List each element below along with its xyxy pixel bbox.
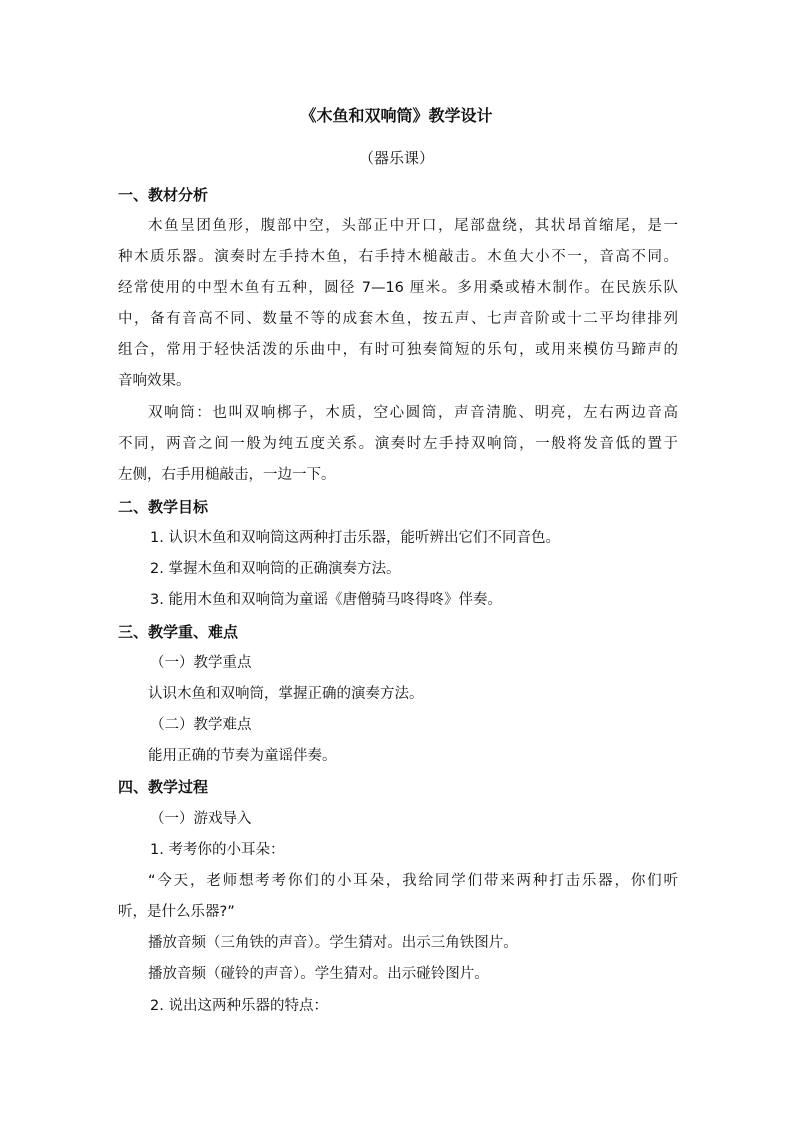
section4-play-1: 播放音频（三角铁的声音）。学生猜对。出示三角铁图片。	[148, 935, 518, 951]
section3-subheading-1: （一）教学重点	[150, 655, 252, 671]
document-title: 《木鱼和双响筒》教学设计	[300, 106, 493, 125]
section2-item-3: 3. 能用木鱼和双响筒为童谣《唐僧骑马咚得咚》伴奏。	[150, 592, 502, 608]
section4-quote-line1: “今天，老师想考考你们的小耳朵，我给同学们带来两种打击乐器，你们听	[148, 873, 678, 889]
section1-p1-line3: 经常使用的中型木鱼有五种，圆径 7—16 厘米。多用桑或椿木制作。在民族乐队	[118, 280, 678, 296]
section4-item-1: 1. 考考你的小耳朵：	[150, 842, 285, 858]
section3-text-2: 能用正确的节奏为童谣伴奏。	[148, 748, 337, 764]
section1-p1-line4: 中，备有音高不同、数量不等的成套木鱼，按五声、七声音阶或十二平均律排列	[118, 311, 678, 327]
section3-text-1: 认识木鱼和双响筒，掌握正确的演奏方法。	[148, 686, 424, 702]
section3-heading: 三、教学重、难点	[118, 623, 239, 641]
section1-p1-line6: 音响效果。	[118, 373, 191, 389]
section1-p1-line5: 组合，常用于轻快活泼的乐曲中，有时可独奏简短的乐句，或用来模仿马蹄声的	[118, 342, 678, 358]
section1-p2-line2: 不同，两音之间一般为纯五度关系。演奏时左手持双响筒，一般将发音低的置于	[118, 436, 678, 452]
section4-heading: 四、教学过程	[118, 778, 209, 796]
section1-p1-line1: 木鱼呈团鱼形，腹部中空，头部正中开口，尾部盘绕，其状昂首缩尾，是一	[148, 218, 678, 234]
section3-subheading-2: （二）教学难点	[150, 717, 252, 733]
section1-p2-line1: 双响筒：也叫双响梆子，木质，空心圆筒，声音清脆、明亮，左右两边音高	[148, 405, 678, 421]
section2-item-2: 2. 掌握木鱼和双响筒的正确演奏方法。	[150, 561, 401, 577]
section4-play-2: 播放音频（碰铃的声音）。学生猜对。出示碰铃图片。	[148, 966, 489, 982]
section2-item-1: 1. 认识木鱼和双响筒这两种打击乐器，能听辨出它们不同音色。	[150, 530, 560, 546]
section4-item-2: 2. 说出这两种乐器的特点：	[150, 998, 328, 1014]
document-subtitle: （器乐课）	[358, 149, 434, 167]
section1-heading: 一、教材分析	[118, 186, 209, 204]
section1-p2-line3: 左侧，右手用槌敲击，一边一下。	[118, 467, 336, 483]
section4-quote-line2: 听，是什么乐器?”	[118, 904, 235, 920]
section2-heading: 二、教学目标	[118, 498, 209, 516]
section4-subheading-1: （一）游戏导入	[150, 811, 252, 827]
section1-p1-line2: 种木质乐器。演奏时左手持木鱼，右手持木槌敲击。木鱼大小不一，音高不同。	[118, 249, 678, 265]
